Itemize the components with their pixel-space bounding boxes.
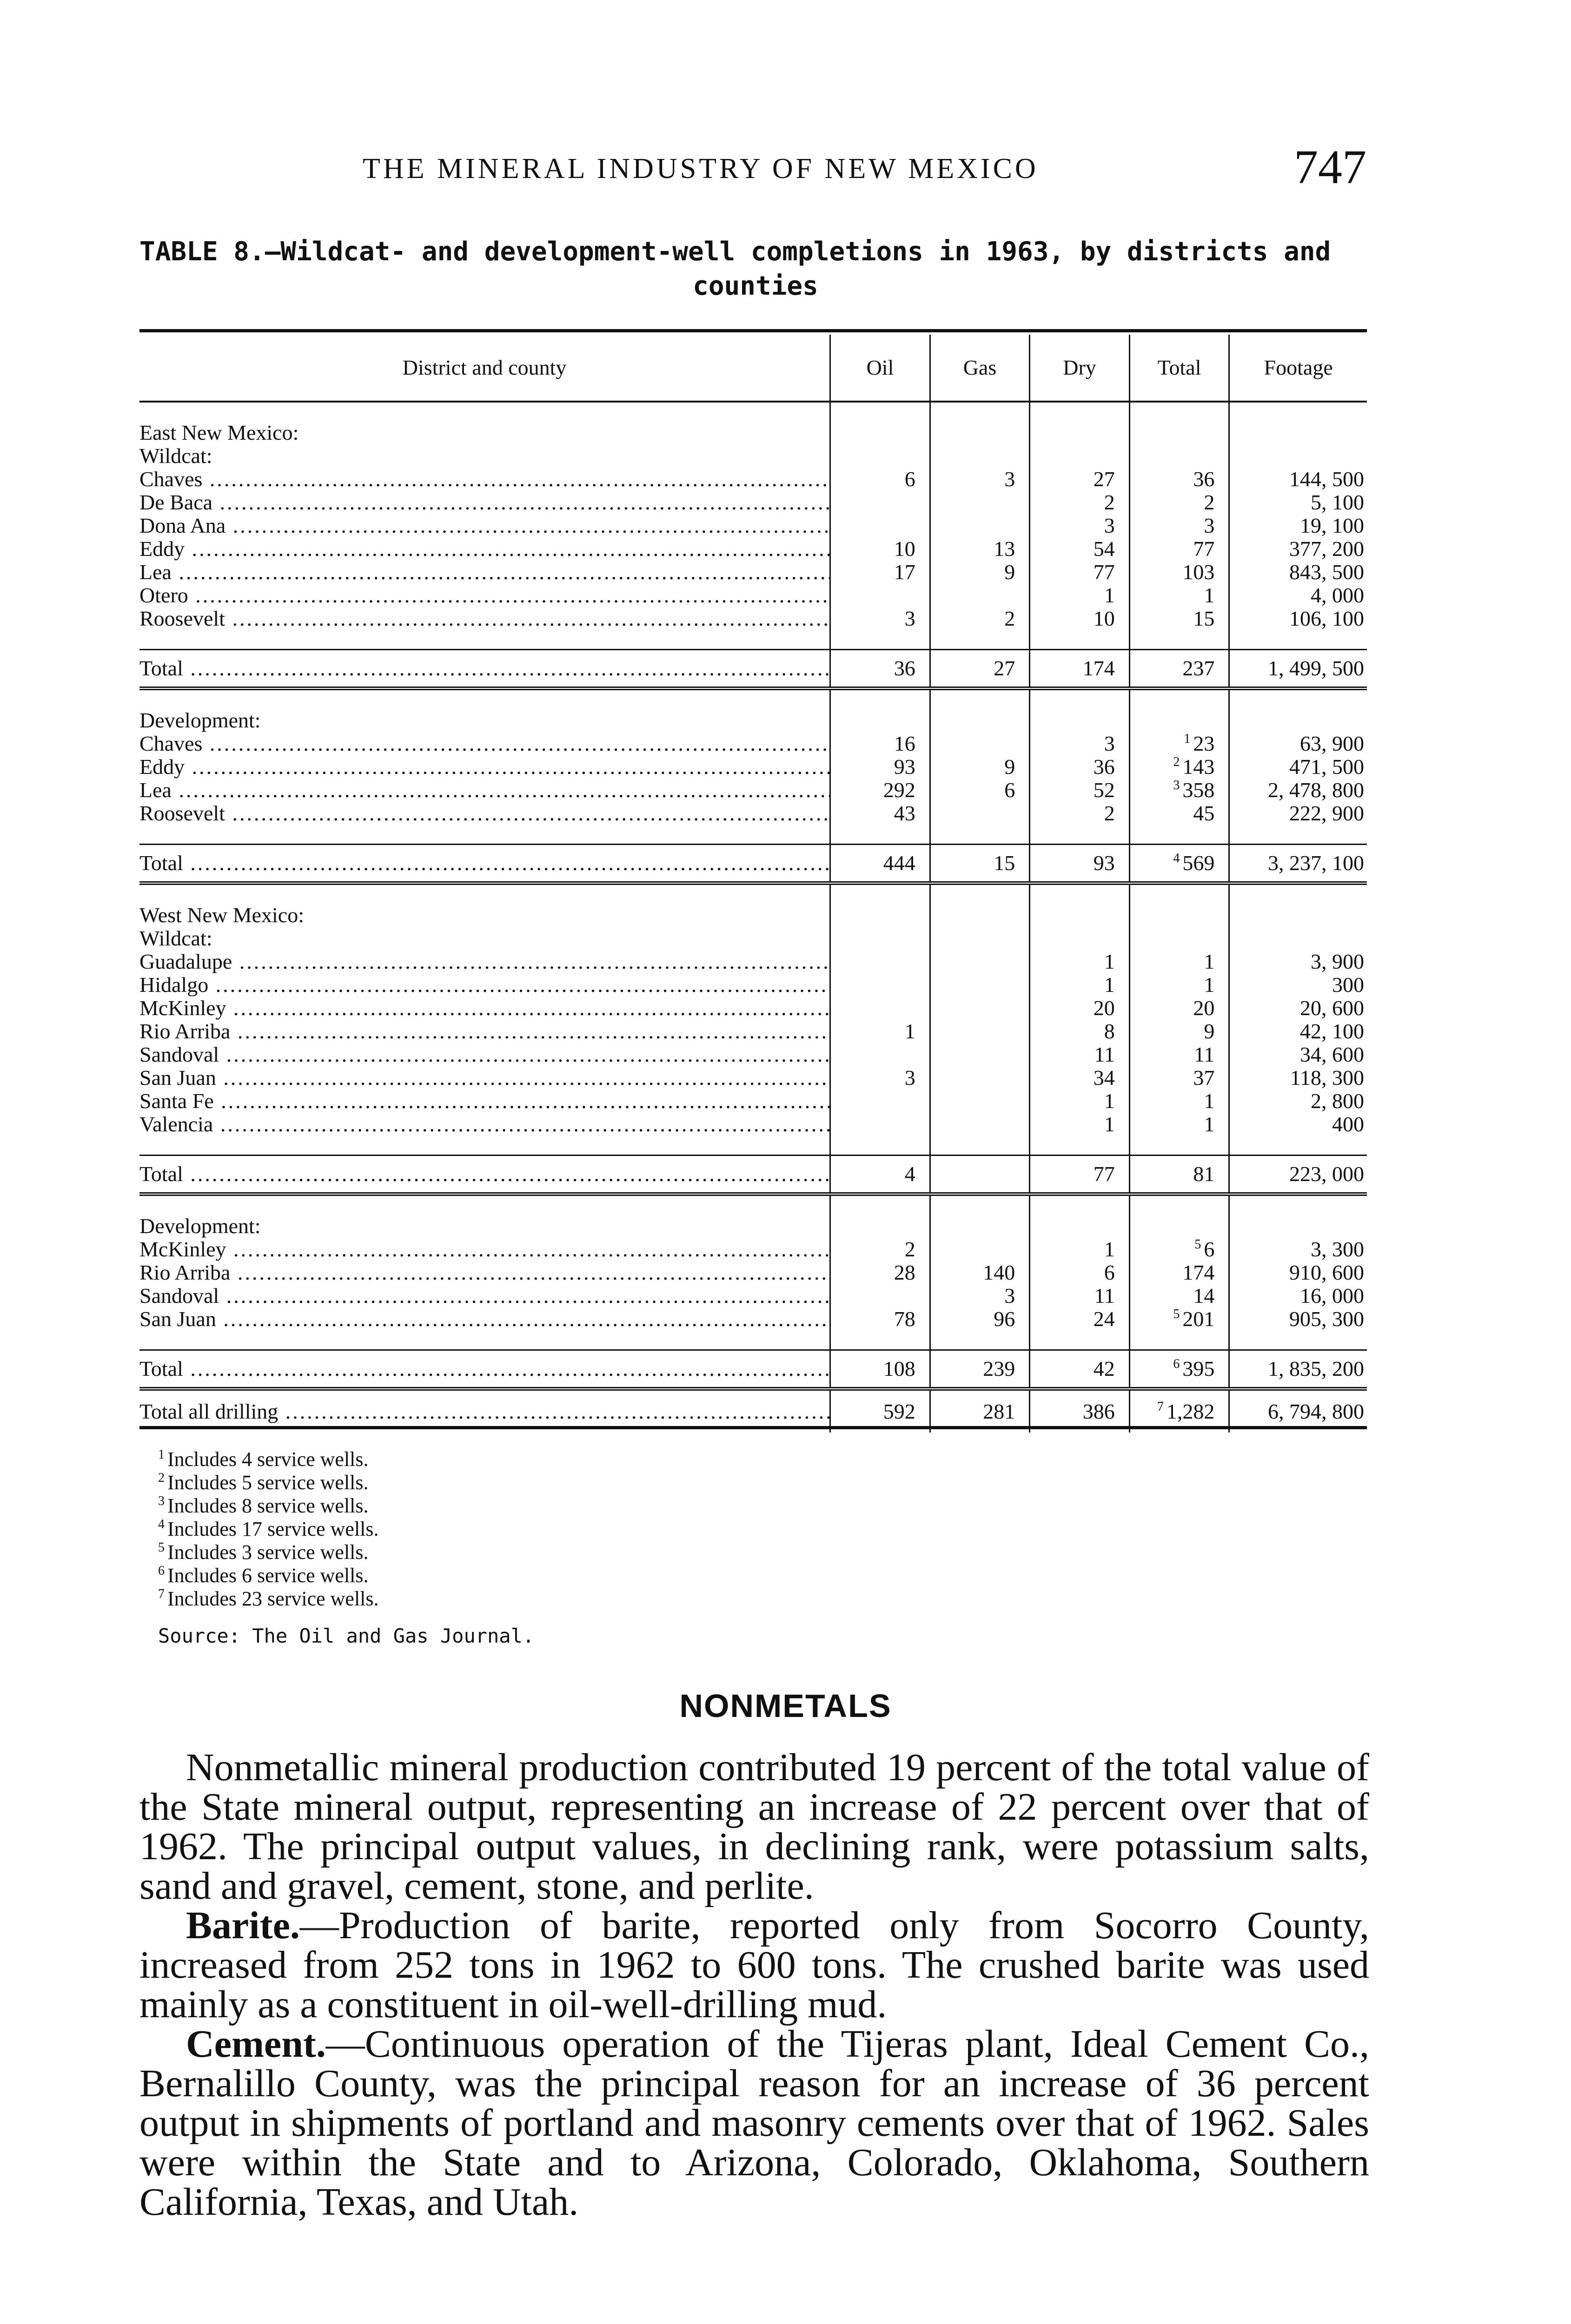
table-row xyxy=(139,1066,1367,1089)
table-row xyxy=(139,950,1367,973)
footage-value: 5, 100 xyxy=(1229,491,1367,514)
footage-value: 2, 800 xyxy=(1229,1089,1367,1113)
gas-value xyxy=(930,1155,1030,1195)
gas-value xyxy=(930,1066,1030,1089)
group-heading: West New Mexico: xyxy=(139,904,1367,927)
oil-value xyxy=(830,1113,930,1136)
group-heading: East New Mexico: xyxy=(139,421,1367,444)
barite-paragraph: Barite.—Production of barite, reported only from Socorro County, increased from 252 tons in 1962 to 600 tons. The crushed barite was used mainly as a constituent in oil-well-drilling mud. xyxy=(139,1904,1369,2026)
gas-value xyxy=(930,1089,1030,1113)
footage-value: 300 xyxy=(1229,973,1367,997)
footage-value: 144, 500 xyxy=(1229,468,1367,491)
dry-value: 20 xyxy=(1030,997,1130,1020)
county-name: Santa Fe ..... xyxy=(139,1089,830,1113)
gas-value xyxy=(930,584,1030,607)
table-row xyxy=(139,973,1367,997)
total-row xyxy=(139,1155,1367,1195)
dry-value: 11 xyxy=(1030,1043,1130,1066)
oil-value: 108 xyxy=(830,1350,930,1389)
footage-value: 400 xyxy=(1229,1113,1367,1136)
total-value: 1 xyxy=(1129,973,1229,997)
county-name: De Baca ..... xyxy=(139,491,830,514)
subgroup-heading: Wildcat: xyxy=(139,927,1367,950)
county-name: Sandoval ..... xyxy=(139,1043,830,1066)
table-row xyxy=(139,1261,1367,1284)
oil-value: 16 xyxy=(830,732,930,755)
gas-value: 2 xyxy=(930,607,1030,630)
table-row xyxy=(139,514,1367,537)
footnote-ref: 5 xyxy=(1173,1307,1180,1321)
footage-value: 377, 200 xyxy=(1229,537,1367,561)
footnote-ref: 1 xyxy=(1184,732,1191,746)
oil-value xyxy=(830,997,930,1020)
footage-value: 3, 900 xyxy=(1229,950,1367,973)
dry-value: 1 xyxy=(1030,950,1130,973)
gas-value xyxy=(930,514,1030,537)
table-row xyxy=(139,1307,1367,1331)
table-caption xyxy=(139,235,1372,304)
gas-value: 9 xyxy=(930,561,1030,584)
oil-value xyxy=(830,1043,930,1066)
dry-value: 54 xyxy=(1030,537,1130,561)
dry-value: 1 xyxy=(1030,973,1130,997)
county-name: Roosevelt ..... xyxy=(139,607,830,630)
gas-value: 3 xyxy=(930,468,1030,491)
total-value: 103 xyxy=(1129,561,1229,584)
gas-value xyxy=(930,1043,1030,1066)
oil-value xyxy=(830,1089,930,1113)
caption-line-2: counties xyxy=(693,271,818,301)
county-name: Eddy ..... xyxy=(139,537,830,561)
gas-value xyxy=(930,491,1030,514)
total-value: $^7$ 1,282 xyxy=(1129,1389,1229,1433)
cement-lead: Cement. xyxy=(186,2022,326,2066)
total-value: 36 xyxy=(1129,468,1229,491)
table-row xyxy=(139,561,1367,584)
gas-value: 140 xyxy=(930,1261,1030,1284)
total-value: 3 xyxy=(1129,514,1229,537)
subgroup-heading: Development: xyxy=(139,1215,1367,1238)
running-head xyxy=(0,139,1571,205)
oil-value: 3 xyxy=(830,607,930,630)
table-row xyxy=(139,802,1367,825)
footage-value: 118, 300 xyxy=(1229,1066,1367,1089)
dry-value: 174 xyxy=(1030,650,1130,689)
footnote: $^7$ Includes 23 service wells. xyxy=(158,1587,379,1610)
county-name: San Juan ..... xyxy=(139,1307,830,1331)
oil-value: 2 xyxy=(830,1238,930,1261)
total-value: 45 xyxy=(1129,802,1229,825)
col-gas: Gas xyxy=(930,335,1030,402)
total-value: 37 xyxy=(1129,1066,1229,1089)
oil-value: 6 xyxy=(830,468,930,491)
footage-value: 106, 100 xyxy=(1229,607,1367,630)
gas-value xyxy=(930,1020,1030,1043)
table-row xyxy=(139,1089,1367,1113)
dry-value: 1 xyxy=(1030,1113,1130,1136)
table-row xyxy=(139,1238,1367,1261)
total-value: 81 xyxy=(1129,1155,1229,1195)
dry-value: 2 xyxy=(1030,802,1130,825)
dry-value: 27 xyxy=(1030,468,1130,491)
dry-value: 42 xyxy=(1030,1350,1130,1389)
total-row xyxy=(139,650,1367,689)
gas-value xyxy=(930,997,1030,1020)
total-value: 9 xyxy=(1129,1020,1229,1043)
gas-value xyxy=(930,802,1030,825)
footnote: $^4$ Includes 17 service wells. xyxy=(158,1517,379,1540)
page-number: 747 xyxy=(1294,140,1366,194)
gas-value: 15 xyxy=(930,845,1030,884)
gas-value: 27 xyxy=(930,650,1030,689)
total-value: 11 xyxy=(1129,1043,1229,1066)
table-row xyxy=(139,1043,1367,1066)
table-bottom-rule xyxy=(139,1426,1367,1429)
gas-value xyxy=(930,732,1030,755)
col-dry: Dry xyxy=(1030,335,1130,402)
oil-value xyxy=(830,514,930,537)
total-value: $^4$ 569 xyxy=(1129,845,1229,884)
footnote: $^6$ Includes 6 service wells. xyxy=(158,1564,369,1587)
footage-value: 222, 900 xyxy=(1229,802,1367,825)
running-title: THE MINERAL INDUSTRY OF NEW MEXICO xyxy=(363,153,1039,185)
county-name: Lea ..... xyxy=(139,561,830,584)
footage-value: 34, 600 xyxy=(1229,1043,1367,1066)
total-value: $^5$ 6 xyxy=(1129,1238,1229,1261)
gas-value: 96 xyxy=(930,1307,1030,1331)
footage-value: 905, 300 xyxy=(1229,1307,1367,1331)
total-value: 1 xyxy=(1129,1113,1229,1136)
county-name: McKinley ..... xyxy=(139,997,830,1020)
footnote-ref: 7 xyxy=(1157,1400,1164,1414)
gas-value xyxy=(930,973,1030,997)
footnote: $^1$ Includes 4 service wells. xyxy=(158,1447,369,1471)
table-row xyxy=(139,584,1367,607)
footage-value: 4, 000 xyxy=(1229,584,1367,607)
footage-value: 910, 600 xyxy=(1229,1261,1367,1284)
footnotes xyxy=(158,1448,379,1611)
oil-value: 36 xyxy=(830,650,930,689)
footage-value: 2, 478, 800 xyxy=(1229,779,1367,802)
dry-value: 3 xyxy=(1030,732,1130,755)
county-name: Guadalupe ..... xyxy=(139,950,830,973)
footnote: $^5$ Includes 3 service wells. xyxy=(158,1540,369,1564)
col-total: Total xyxy=(1129,335,1229,402)
total-value: $^2$ 143 xyxy=(1129,755,1229,779)
oil-value: 292 xyxy=(830,779,930,802)
total-row xyxy=(139,1350,1367,1389)
total-value: $^3$ 358 xyxy=(1129,779,1229,802)
oil-value: 93 xyxy=(830,755,930,779)
total-value: 2 xyxy=(1129,491,1229,514)
subgroup-heading: Wildcat: xyxy=(139,444,1367,468)
county-name: McKinley ..... xyxy=(139,1238,830,1261)
total-value: 14 xyxy=(1129,1284,1229,1307)
dry-value: 2 xyxy=(1030,491,1130,514)
county-name: Valencia ..... xyxy=(139,1113,830,1136)
gas-value: 3 xyxy=(930,1284,1030,1307)
dry-value: 24 xyxy=(1030,1307,1130,1331)
dry-value: 1 xyxy=(1030,1089,1130,1113)
total-label: Total ..... xyxy=(139,650,830,689)
footage-value: 3, 237, 100 xyxy=(1229,845,1367,884)
oil-value: 4 xyxy=(830,1155,930,1195)
total-value: $^1$ 23 xyxy=(1129,732,1229,755)
table-row xyxy=(139,1284,1367,1307)
barite-lead: Barite. xyxy=(186,1904,300,1947)
oil-value xyxy=(830,584,930,607)
gas-value xyxy=(930,950,1030,973)
table-row xyxy=(139,1020,1367,1043)
gas-value: 6 xyxy=(930,779,1030,802)
total-value: 77 xyxy=(1129,537,1229,561)
dry-value: 386 xyxy=(1030,1389,1130,1433)
oil-value: 444 xyxy=(830,845,930,884)
table-row xyxy=(139,468,1367,491)
body-text xyxy=(139,1748,1369,2222)
dry-value: 36 xyxy=(1030,755,1130,779)
oil-value xyxy=(830,1284,930,1307)
total-label: Total ..... xyxy=(139,845,830,884)
oil-value: 1 xyxy=(830,1020,930,1043)
footage-value: 16, 000 xyxy=(1229,1284,1367,1307)
dry-value: 6 xyxy=(1030,1261,1130,1284)
dry-value: 8 xyxy=(1030,1020,1130,1043)
footnote: $^2$ Includes 5 service wells. xyxy=(158,1471,369,1494)
caption-line-1: TABLE 8.—Wildcat- and development-well completions in 1963, by districts and xyxy=(139,237,1331,267)
footage-value: 19, 100 xyxy=(1229,514,1367,537)
footage-value: 1, 499, 500 xyxy=(1229,650,1367,689)
footnote-ref: 3 xyxy=(1173,778,1180,792)
footnote-ref: 2 xyxy=(1173,755,1180,769)
table-top-rule xyxy=(139,329,1367,332)
footage-value: 20, 600 xyxy=(1229,997,1367,1020)
total-label: Total ..... xyxy=(139,1350,830,1389)
county-name: Rio Arriba ..... xyxy=(139,1261,830,1284)
table-row xyxy=(139,537,1367,561)
total-value: 1 xyxy=(1129,584,1229,607)
dry-value: 34 xyxy=(1030,1066,1130,1089)
footage-value: 3, 300 xyxy=(1229,1238,1367,1261)
county-name: Hidalgo ..... xyxy=(139,973,830,997)
footage-value: 6, 794, 800 xyxy=(1229,1389,1367,1433)
oil-value xyxy=(830,491,930,514)
cement-paragraph: Cement.—Continuous operation of the Tijeras plant, Ideal Cement Co., Bernalillo County, was the principal reason for an increase of 36 percent output in shipments of portland and masonry cements over that of 1962. Sales were within the State and to Arizona, Colorado, Oklahoma, Southern California, Texas, and Utah. xyxy=(139,2022,1369,2224)
oil-value: 3 xyxy=(830,1066,930,1089)
oil-value xyxy=(830,973,930,997)
oil-value: 10 xyxy=(830,537,930,561)
total-value: $^5$ 201 xyxy=(1129,1307,1229,1331)
total-value: 20 xyxy=(1129,997,1229,1020)
footage-value: 42, 100 xyxy=(1229,1020,1367,1043)
footage-value: 471, 500 xyxy=(1229,755,1367,779)
gas-value xyxy=(930,1113,1030,1136)
dry-value: 11 xyxy=(1030,1284,1130,1307)
total-value: 174 xyxy=(1129,1261,1229,1284)
county-name: San Juan ..... xyxy=(139,1066,830,1089)
dry-value: 1 xyxy=(1030,1238,1130,1261)
footage-value: 843, 500 xyxy=(1229,561,1367,584)
total-label: Total all drilling ..... xyxy=(139,1389,830,1433)
gas-value: 239 xyxy=(930,1350,1030,1389)
dry-value: 52 xyxy=(1030,779,1130,802)
county-name: Roosevelt ..... xyxy=(139,802,830,825)
section-heading: NONMETALS xyxy=(679,1688,892,1724)
county-name: Rio Arriba ..... xyxy=(139,1020,830,1043)
total-value: $^6$ 395 xyxy=(1129,1350,1229,1389)
col-oil: Oil xyxy=(830,335,930,402)
oil-value: 17 xyxy=(830,561,930,584)
oil-value xyxy=(830,950,930,973)
total-value: 15 xyxy=(1129,607,1229,630)
oil-value: 78 xyxy=(830,1307,930,1331)
table-header-row xyxy=(139,335,1367,402)
table-row xyxy=(139,491,1367,514)
county-name: Sandoval ..... xyxy=(139,1284,830,1307)
footnote: $^3$ Includes 8 service wells. xyxy=(158,1494,369,1517)
footnote-ref: 5 xyxy=(1194,1237,1201,1252)
dry-value: 3 xyxy=(1030,514,1130,537)
dry-value: 77 xyxy=(1030,1155,1130,1195)
table-row xyxy=(139,779,1367,802)
table-row xyxy=(139,732,1367,755)
gas-value: 13 xyxy=(930,537,1030,561)
gas-value: 9 xyxy=(930,755,1030,779)
subgroup-heading: Development: xyxy=(139,709,1367,732)
oil-value: 28 xyxy=(830,1261,930,1284)
total-value: 237 xyxy=(1129,650,1229,689)
dry-value: 93 xyxy=(1030,845,1130,884)
county-name: Chaves ..... xyxy=(139,732,830,755)
total-row xyxy=(139,845,1367,884)
county-name: Eddy ..... xyxy=(139,755,830,779)
intro-paragraph: Nonmetallic mineral production contributed 19 percent of the total value of the State mineral output, representing an increase of 22 percent over that of 1962. The principal output values, in declining rank, were potassium salts, sand and gravel, cement, stone, and perlite. xyxy=(139,1746,1369,1908)
footage-value: 223, 000 xyxy=(1229,1155,1367,1195)
oil-value: 43 xyxy=(830,802,930,825)
dry-value: 1 xyxy=(1030,584,1130,607)
dry-value: 77 xyxy=(1030,561,1130,584)
footnote-ref: 6 xyxy=(1173,1357,1180,1371)
well-completions-table xyxy=(139,335,1367,1433)
county-name: Lea ..... xyxy=(139,779,830,802)
table-row xyxy=(139,755,1367,779)
gas-value: 281 xyxy=(930,1389,1030,1433)
table-row xyxy=(139,997,1367,1020)
footage-value: 63, 900 xyxy=(1229,732,1367,755)
total-value: 1 xyxy=(1129,1089,1229,1113)
oil-value: 592 xyxy=(830,1389,930,1433)
total-label: Total ..... xyxy=(139,1155,830,1195)
table-source: Source: The Oil and Gas Journal. xyxy=(158,1624,535,1647)
county-name: Dona Ana ..... xyxy=(139,514,830,537)
table-body xyxy=(139,402,1367,1433)
footage-value: 1, 835, 200 xyxy=(1229,1350,1367,1389)
dry-value: 10 xyxy=(1030,607,1130,630)
table-row xyxy=(139,607,1367,630)
gas-value xyxy=(930,1238,1030,1261)
col-district: District and county xyxy=(139,335,830,402)
footnote-ref: 4 xyxy=(1173,851,1180,865)
county-name: Chaves ..... xyxy=(139,468,830,491)
col-footage: Footage xyxy=(1229,335,1367,402)
county-name: Otero ..... xyxy=(139,584,830,607)
table-row xyxy=(139,1113,1367,1136)
total-value: 1 xyxy=(1129,950,1229,973)
